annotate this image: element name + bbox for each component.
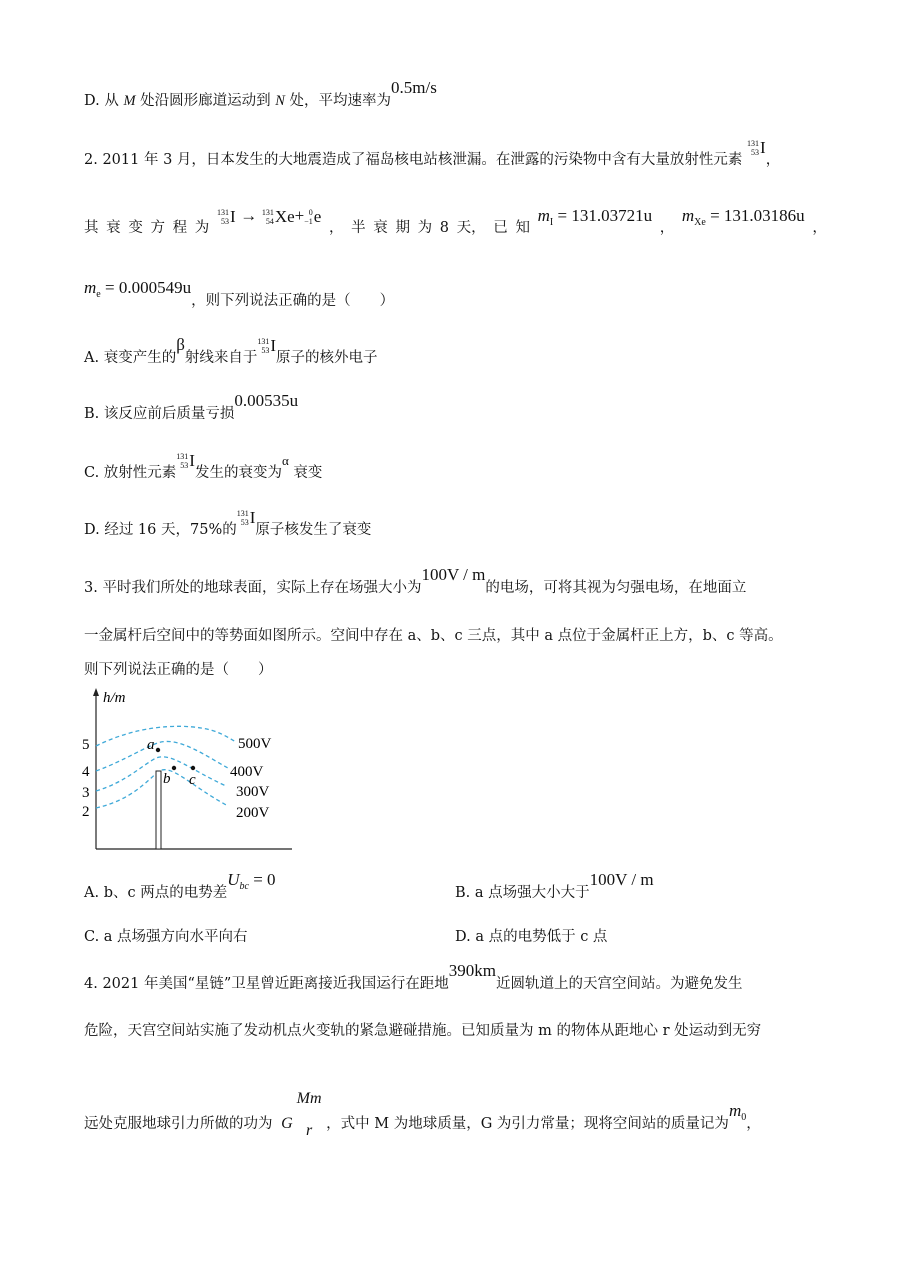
equipotential-figure xyxy=(76,686,296,854)
text: ，则下列说法正确的是（ ） xyxy=(191,293,395,309)
field-value: 100V / m xyxy=(421,565,486,584)
mass-I: $m_I = 131.03721u$ xyxy=(537,206,653,228)
q2-option-d: D. 经过 16 天，75%的 131 53 I 原子核发生了衰变 xyxy=(84,508,372,538)
metal-rod xyxy=(156,771,161,849)
text: D. 从 xyxy=(84,93,124,109)
decay-equation: 131 53 I → 131 54 Xe + 0 −1 e xyxy=(216,206,322,226)
mass-Xe: $m_{Xe} = 131.03186u$ xyxy=(681,206,805,228)
tick-4: 4 xyxy=(82,764,90,780)
q3-option-d: D. a 点的电势低于 c 点 xyxy=(455,929,608,945)
tick-5: 5 xyxy=(82,737,90,753)
q2-option-c: C. 放射性元素 131 53 I 发生的衰变为α 衰变 xyxy=(84,451,323,481)
q1-option-d xyxy=(84,78,437,111)
q4-stem-line3: 远处克服地球引力所做的功为 G Mm r ，式中 M 为地球质量，G 为引力常量；现将空间站的质量记为$m_0$， xyxy=(84,1102,761,1146)
text: 2. 2011 年 3 月，日本发生的大地震造成了福岛核电站核泄漏。在泄露的污染物中含有大量放射性元素 xyxy=(84,152,743,168)
q2-stem-line2: 其 衰 变 方 程 为 131 53 I → 131 54 Xe + 0 −1 e ， 半 衰 期 为 8 天， 已 知 $m_I = 131.03721u$ ， $m_{Xe} = 131.03186u$ ， xyxy=(84,206,827,236)
q3-option-a: A. b、c 两点的电势差$U_{bc} = 0$ xyxy=(84,870,276,901)
var-N: N xyxy=(275,93,285,109)
alpha-symbol: α xyxy=(281,453,289,468)
work-formula: G Mm r xyxy=(281,1090,322,1139)
equipotential-400V xyxy=(96,741,228,771)
text: 处，平均速率为 xyxy=(284,93,392,109)
speed-value: 0.5m/s xyxy=(391,78,437,97)
mass-defect-value: 0.00535u xyxy=(234,391,299,410)
nuclide-I: 131 53 I xyxy=(747,138,766,157)
tick-2: 2 xyxy=(82,804,90,820)
var-M: M xyxy=(123,93,136,109)
text: 处沿圆形廊道运动到 xyxy=(135,93,276,109)
point-a xyxy=(156,748,160,752)
text: ， xyxy=(765,152,781,168)
q2-stem-line3 xyxy=(84,278,395,317)
q3-option-c: C. a 点场强方向水平向右 xyxy=(84,929,248,945)
q2-option-a: A. 衰变产生的β射线来自于 131 53 I 原子的核外电子 xyxy=(84,335,378,366)
q4-stem-line2: 危险，天宫空间站实施了发动机点火变轨的紧急避碰措施。已知质量为 m 的物体从距地心 r 处运动到无穷 xyxy=(84,1023,762,1039)
point-b xyxy=(172,766,176,770)
distance-value: 390km xyxy=(448,961,497,980)
potential-300V: 300V xyxy=(236,784,270,800)
q3-option-b: B. a 点场强大小大于100V / m xyxy=(455,870,654,901)
potential-200V: 200V xyxy=(236,805,270,821)
equipotential-500V xyxy=(96,726,236,746)
potential-400V: 400V xyxy=(230,764,264,780)
q3-stem-line1: 3. 平时我们所处的地球表面，实际上存在场强大小为100V / m的电场，可将其视为匀强电场，在地面立 xyxy=(84,565,747,596)
axis-label: h/m xyxy=(103,690,126,706)
potential-500V: 500V xyxy=(238,736,272,752)
label-c: c xyxy=(189,772,196,788)
equipotential-200V xyxy=(96,770,228,808)
q4-stem-line1: 4. 2021 年美国“星链”卫星曾近距离接近我国运行在距地390km近圆轨道上的天宫空间站。为避免发生 xyxy=(84,961,743,992)
point-c xyxy=(191,766,195,770)
tick-3: 3 xyxy=(82,785,90,801)
beta-symbol: β xyxy=(176,335,185,354)
q2-option-b: B. 该反应前后质量亏损0.00535u xyxy=(84,391,299,422)
label-b: b xyxy=(163,771,171,787)
q3-stem-line3: 则下列说法正确的是（ ） xyxy=(84,662,273,678)
q2-stem-line1 xyxy=(84,138,781,170)
axis-arrow xyxy=(93,688,99,696)
q3-stem-line2: 一金属杆后空间中的等势面如图所示。空间中存在 a、b、c 三点，其中 a 点位于金属杆正上方，b、c 等高。 xyxy=(84,628,783,644)
label-a: a xyxy=(147,737,155,753)
mass-e: $m_e = 0.000549u$ xyxy=(84,278,192,300)
